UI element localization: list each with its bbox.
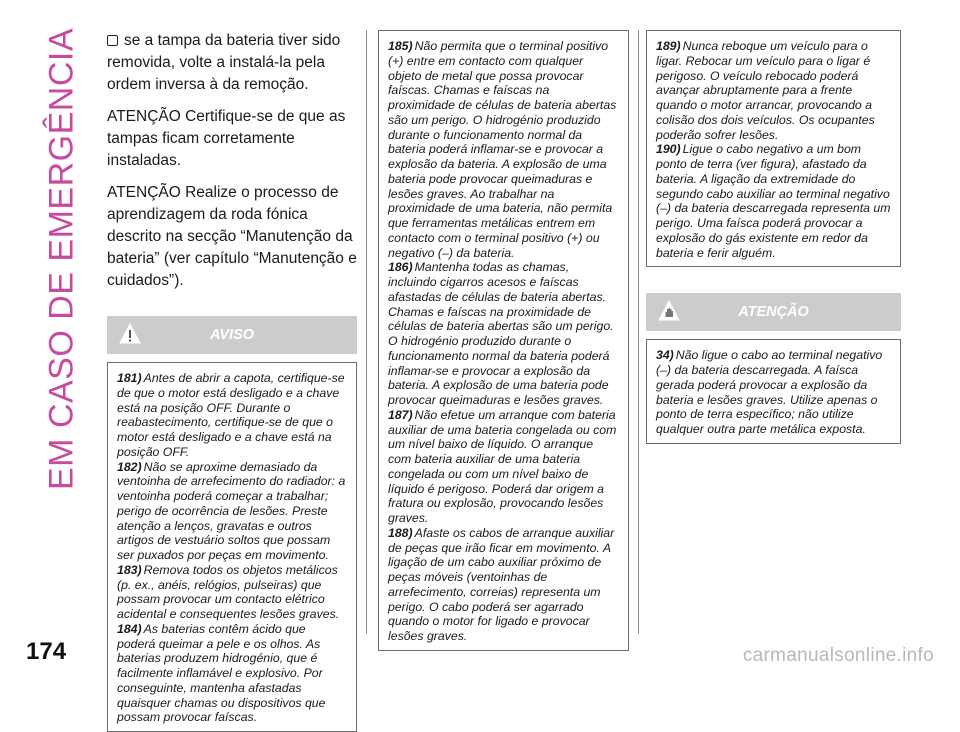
atencao-title: ATENÇÃO [738, 304, 809, 321]
note-text: Antes de abrir a capota, certifique-se de que o motor está desligado e a chave está na posição OFF. Durante o reabastecimento, certifique-se de que o motor está desligado e a chave está na posição OFF. [117, 371, 345, 459]
body-paragraph: ATENÇÃO Realize o processo de aprendizagem da roda fónica descrito na secção “Manutenção da bateria” (ver capítulo “Manutenção e cuidados”). [107, 184, 357, 289]
watermark: carmanualsonline.info [742, 645, 934, 666]
note-text: Nunca reboque um veículo para o ligar. Rebocar um veículo para o ligar é perigoso. O veículo rebocado poderá avançar abruptamente para a frente quando o motor arrancar, provocando a colisão dos dois veículos. Os ocupantes poderão sofrer lesões. [656, 39, 875, 142]
note-number: 185) [388, 39, 413, 53]
note-text: Remova todos os objetos metálicos (p. ex., anéis, relógios, pulseiras) que possam provocar um contacto elétrico acidental e consequentes lesões graves. [117, 562, 340, 621]
body-paragraph: ATENÇÃO Certifique-se de que as tampas ficam corretamente instaladas. [107, 108, 346, 169]
note-number: 34) [656, 348, 674, 363]
section-title: EM CASO DE EMERGÊNCIA [42, 28, 81, 491]
note-item [388, 260, 619, 408]
note-item [388, 408, 619, 526]
note-number: 184) [117, 621, 142, 636]
note-number: 183) [117, 562, 142, 577]
note-text: Não efetue um arranque com bateria auxiliar de uma bateria congelada ou com um nível baixo de líquido. O arranque com bateria auxiliar de uma bateria congelada ou com um nível baixo de líquido é perigoso. Poderá dar origem a fratura ou explosão, provocando lesões graves. [388, 407, 617, 525]
aviso-title: AVISO [209, 327, 255, 343]
atencao-header [646, 293, 901, 331]
note-number: 181) [117, 371, 142, 385]
note-item [656, 348, 891, 437]
note-text: Afaste os cabos de arranque auxiliar de peças que irão ficar em movimento. A ligação de um cabo auxiliar próximo de peças móveis (ventoinhas de arrefecimento, correias) representa um perigo. O cabo poderá ser agarrado quando o motor for ligado e provocar lesões graves. [388, 525, 615, 643]
note-number: 186) [388, 260, 413, 275]
note-text: Mantenha todas as chamas, incluindo cigarros acesos e faíscas afastadas de células de bateria abertas. Chamas e faíscas na proximidade de células de bateria abertas são um perigo. O hidrogénio produzido durante o funcionamento normal da bateria poderá inflamar-se e provocar a explosão da bateria. A explosão de uma bateria pode provocar queimaduras e lesões graves. [388, 260, 614, 407]
note-item [117, 460, 347, 563]
note-text: Não se aproxime demasiado da ventoinha de arrefecimento do radiador: a ventoinha poderá começar a trabalhar; perigo de ocorrência de lesões. Preste atenção a lenços, gravatas e outros artigos de vestuário soltos que possam ser puxados por peças em movimento. [117, 459, 346, 562]
note-text: Ligue o cabo negativo a um bom ponto de terra (ver figura), afastado da bateria. A ligação da extremidade do segundo cabo auxiliar ao terminal negativo (–) da bateria descarregada representa um perigo. Uma faísca poderá provocar a explosão do gás existente em redor da bateria e ferir alguém. [656, 142, 891, 260]
note-text: Não permita que o terminal positivo (+) entre em contacto com qualquer objeto de metal que possa provocar faíscas. Chamas e faíscas na proximidade de células de bateria abertas são um perigo. O hidrogénio produzido durante o funcionamento normal da bateria poderá inflamar-se e provocar a explosão da bateria. A explosão de uma bateria pode provocar queimaduras e lesões graves. Ao trabalhar na proximidade de uma bateria, não permita que ferramentas metálicas entrem em contacto com o terminal positivo (+) ou negativo (–) da bateria. [388, 39, 617, 260]
aviso-notes-continued-box [646, 30, 901, 267]
aviso-notes-continued-box [378, 30, 629, 651]
note-item [388, 526, 619, 644]
note-text: Não ligue o cabo ao terminal negativo (–) da bateria descarregada. A faísca gerada poderá provocar a explosão da bateria e lesões graves. Utilize apenas o ponto de terra específico; não utilize qualquer outra parte metálica exposta. [656, 348, 883, 436]
note-number: 190) [656, 142, 681, 157]
checkbox-bullet-icon [107, 35, 118, 46]
note-number: 189) [656, 39, 681, 53]
column-divider [638, 30, 639, 634]
aviso-notes-box [107, 362, 357, 732]
note-item [117, 622, 347, 725]
note-number: 187) [388, 407, 413, 422]
right-column [646, 30, 901, 444]
note-number: 182) [117, 459, 142, 474]
hand-caution-icon [658, 300, 680, 322]
note-item [388, 39, 619, 260]
left-column [107, 30, 357, 732]
note-number: 188) [388, 525, 413, 540]
body-paragraph [107, 30, 357, 96]
column-divider [366, 30, 367, 634]
atencao-notes-box [646, 339, 901, 444]
aviso-header [107, 316, 357, 354]
paragraph-text: se a tampa da bateria tiver sido removida, volte a instalá-la pela ordem inversa à da remoção. [107, 32, 341, 93]
note-text: As baterias contêm ácido que poderá queimar a pele e os olhos. As baterias produzem hidrogénio, que é facilmente inflamável e explosivo. Por conseguinte, mantenha afastadas quaisquer chamas ou dispositivos que possam provocar faíscas. [117, 621, 326, 725]
page-number: 174 [26, 638, 67, 665]
note-item [117, 371, 347, 460]
warning-triangle-icon [119, 323, 141, 345]
note-item [656, 39, 891, 142]
note-item [656, 142, 891, 260]
middle-column [378, 30, 629, 651]
note-item [117, 563, 347, 622]
